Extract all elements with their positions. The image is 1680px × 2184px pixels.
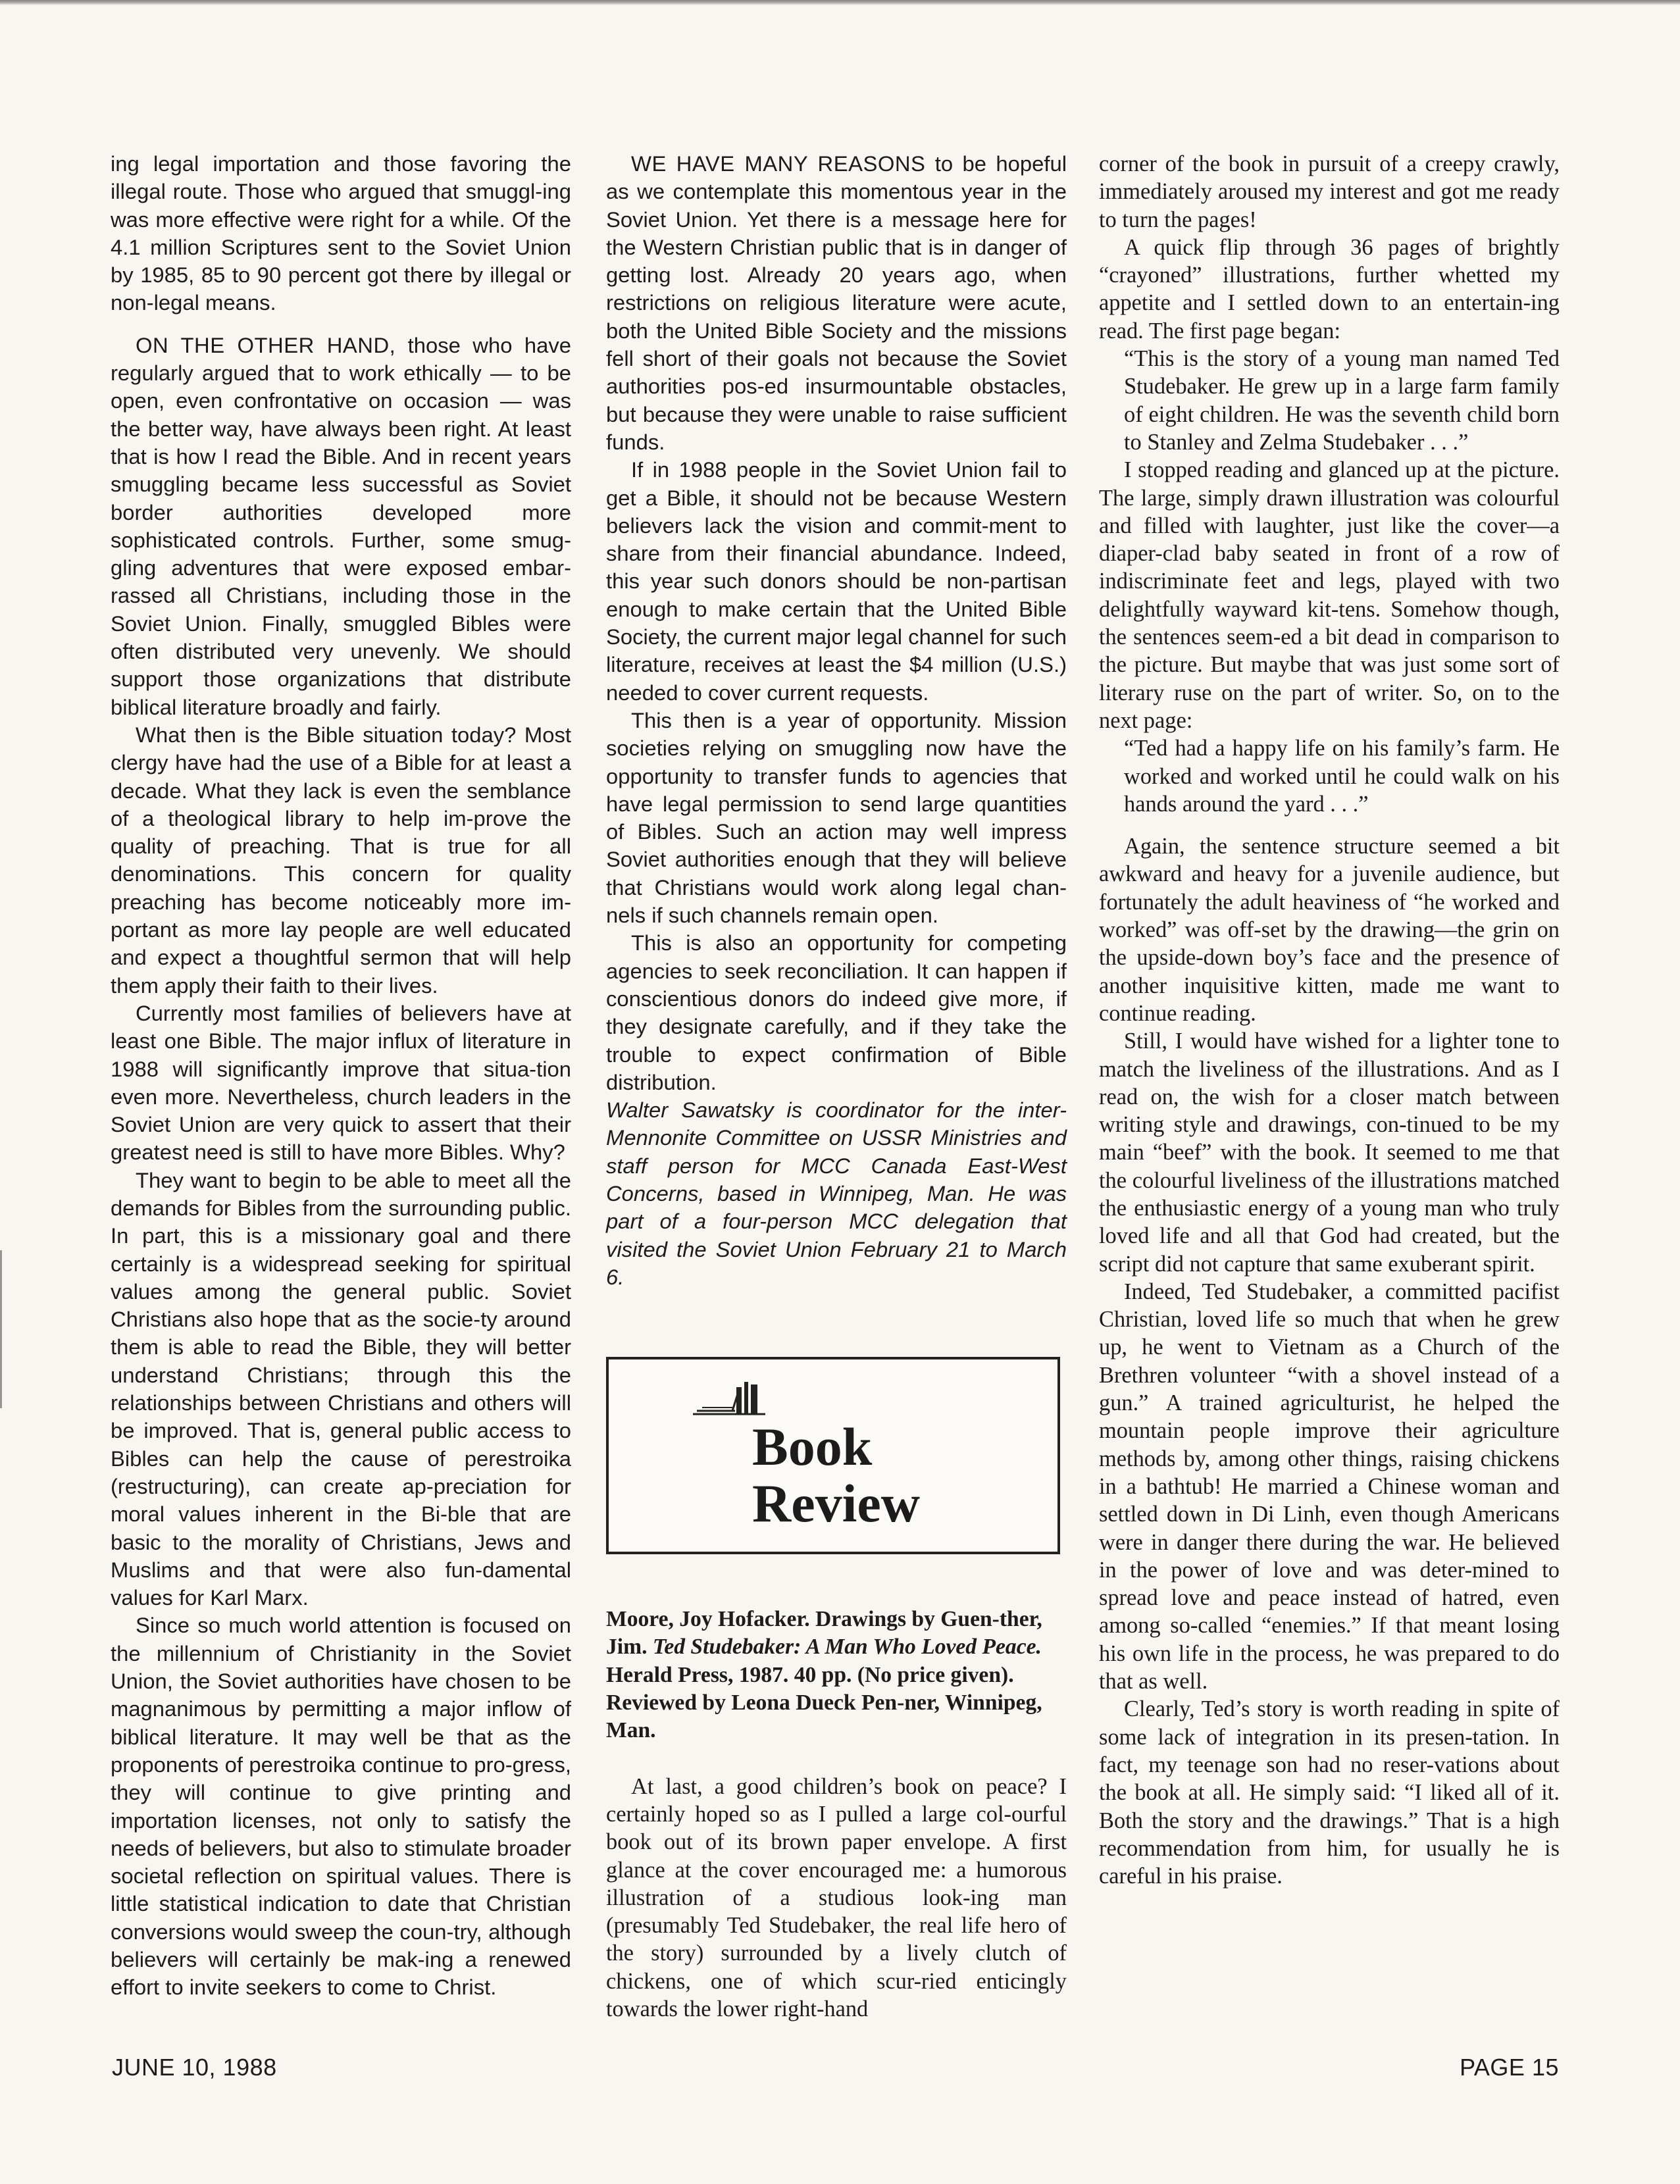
- paragraph: A quick flip through 36 pages of brightly “crayoned” illustrations, further whetted my appetite and I settled down to an entertain-ing read. The first page began:: [1099, 234, 1560, 343]
- paragraph: [606, 150, 1067, 456]
- section-lead-in: ON THE OTHER HAND,: [136, 332, 396, 357]
- margin-mark: [0, 1250, 2, 1408]
- books-icon: [693, 1378, 765, 1419]
- paragraph: This is also an opportunity for competing agencies to seek reconciliation. It can happen if conscientious donors do indeed give more, if they designate carefully, and if they take the trouble to expect confirmation of Bible distribution.: [606, 930, 1067, 1094]
- left-column: [111, 150, 571, 2002]
- paragraph: Since so much world attention is focused on the millennium of Christianity in the Soviet Union, the Soviet authorities have chosen to be magnanimous by permitting a major inflow of biblical literature. It may well be that as the proponents of perestroika continue to pro-gress, they will continue to give printing and importation licenses, not only to satisfy the needs of believers, but also to stimulate broader societal reflection on spiritual values. There is little statistical indication to date that Christian conversions would sweep the coun-try, although believers will certainly be mak-ing a renewed effort to invite seekers to come to Christ.: [111, 1613, 571, 2000]
- paragraph: At last, a good children’s book on peace? I certainly hoped so as I pulled a large col-ourful book out of its brown paper envelope. A first glance at the cover encouraged me: a humorous illustration of a studious look-ing man (presumably Ted Studebaker, the real life hero of the story) surrounded by a lively clutch of chickens, one of which scur-ried enticingly towards the lower right-hand: [606, 1773, 1067, 2022]
- middle-column: [606, 150, 1067, 2023]
- paragraph: ing legal importation and those favoring the illegal route. Those who argued that smuggl-ing was more effective were right for a while. Of the 4.1 million Scriptures sent to the Soviet Union by 1985, 85 to 90 percent got there by illegal or non-legal means.: [111, 151, 571, 315]
- right-column: [1099, 150, 1560, 1890]
- review-citation: [606, 1606, 1067, 1744]
- paragraph-text: to be hopeful as we contemplate this momentous year in the Soviet Union. Yet there is a message here for the Western Christian public that is in danger of getting lost. Already 20 years ago, when restrictions on religious literature were acute, both the United Bible Society and the missions fell short of their goals not because the Soviet authorities pos-ed insurmountable obstacles, but because they were unable to raise sufficient funds.: [606, 151, 1067, 454]
- author-bio: Walter Sawatsky is coordinator for the inter-Mennonite Committee on USSR Ministries and staff person for MCC Canada East-West Concerns, based in Winnipeg, Man. He was part of a four-person MCC delegation that visited the Soviet Union February 21 to March 6.: [606, 1098, 1067, 1289]
- citation-author: Moore, Joy Hofacker. Drawings by Guen-ther, Jim.: [606, 1607, 1042, 1660]
- paragraph: Currently most families of believers have at least one Bible. The major influx of literature in 1988 will significantly improve that situa-tion even more. Nevertheless, church leaders in the Soviet Union are very quick to assert that their greatest need is still to have more Bibles. Why?: [111, 1000, 571, 1165]
- footer-page-number: PAGE 15: [1460, 2054, 1559, 2081]
- paragraph: I stopped reading and glanced up at the picture. The large, simply drawn illustration was colourful and filled with laughter, just like the cover—a diaper-clad baby seated in front of a row of indiscriminate feet and legs, played with two delightfully wayward kit-tens. Somehow though, the sentences seem-ed a bit dead in comparison to the picture. But maybe that was just some sort of literary ruse on the part of writer. So, on to the next page:: [1099, 457, 1560, 733]
- paragraph: Again, the sentence structure seemed a bit awkward and heavy for a juvenile audience, but fortunately the adult heaviness of “he worked and worked” was off-set by the drawing—the grin on the upside-down boy’s face and the presence of another inquisitive kitten, made me want to continue reading.: [1099, 834, 1560, 1026]
- paragraph: Still, I would have wished for a lighter tone to match the liveliness of the illustrations. And as I read on, the wish for a closer match between writing style and drawings, con-tinued to be my main “beef” with the book. It seemed to me that the colourful liveliness of the illustrations matched the enthusiastic energy of a young man who truly loved life and all that God had created, but the script did not capture that same exuberant spirit.: [1099, 1029, 1560, 1277]
- citation-book-title: Ted Studebaker: A Man Who Loved Peace.: [652, 1635, 1042, 1660]
- paragraph: They want to begin to be able to meet all the demands for Bibles from the surrounding public. In part, this is a missionary goal and there certainly is a widespread seeking for spiritual values among the general public. Soviet Christians also hope that as the socie-ty around them is able to read the Bible, they will better understand Christians; through this the relationships between Christians and others will be improved. That is, general public access to Bibles can help the cause of perestroika (restructuring), can create ap-preciation for moral values inherent in the Bi-ble that are basic to the morality of Christians, Jews and Muslims and that were also fun-damental values for Karl Marx.: [111, 1167, 571, 1610]
- page-top-edge: [0, 0, 1680, 5]
- block-quote: “Ted had a happy life on his family’s farm. He worked and worked until he could walk on his hands around the yard . . .”: [1124, 736, 1560, 817]
- block-quote: “This is the story of a young man named Ted Studebaker. He grew up in a large farm family of eight children. He was the seventh child born to Stanley and Zelma Studebaker . . .”: [1124, 346, 1560, 455]
- citation-publisher: Herald Press, 1987. 40 pp. (No price given). Reviewed by Leona Dueck Pen-ner, Winnipeg, Man.: [606, 1662, 1042, 1743]
- paragraph: Indeed, Ted Studebaker, a committed pacifist Christian, loved life so much that when he grew up, he went to Vietnam as a Church of the Brethren volunteer “with a shovel instead of a gun.” A trained agriculturist, he helped the mountain people improve their agriculture methods by, among other things, raising chickens in a bathtub! He married a Chinese woman and settled down in Di Linh, even though Americans were in danger there during the war. He believed in the power of love and was deter-mined to spread love and peace instead of hatred, even among so-called “enemies.” If that meant losing his own life in the process, he was prepared to do that as well.: [1099, 1279, 1560, 1694]
- box-title-book: Book: [752, 1417, 873, 1477]
- footer-date: JUNE 10, 1988: [112, 2054, 277, 2081]
- paragraph: What then is the Bible situation today? Most clergy have had the use of a Bible for at least a decade. What they lack is even the semblance of a theological library to help im-prove the quality of preaching. That is true for all denominations. This concern for quality preaching has become noticeably more im-portant as more lay people are well educated and expect a thoughtful sermon that will help them apply their faith to their lives.: [111, 722, 571, 998]
- paragraph: This then is a year of opportunity. Mission societies relying on smuggling now have the opportunity to transfer funds to agencies that have legal permission to send large quantities of Bibles. Such an action may well impress Soviet authorities enough that they will believe that Christians would work along legal chan-nels if such channels remain open.: [606, 707, 1067, 928]
- paragraph: [111, 332, 571, 721]
- paragraph: corner of the book in pursuit of a creepy crawly, immediately aroused my interest and got me ready to turn the pages!: [1099, 151, 1560, 232]
- section-lead-in: WE HAVE MANY REASONS: [631, 151, 926, 176]
- paragraph: Clearly, Ted’s story is worth reading in spite of some lack of integration in its presen-tation. In fact, my teenage son had no reser-vations about the book at all. He simply said: “I liked all of it. Both the story and the drawings.” That is a high recommendation from him, for usually he is careful in his praise.: [1099, 1696, 1560, 1889]
- paragraph: If in 1988 people in the Soviet Union fail to get a Bible, it should not be because Western believers lack the vision and commit-ment to share from their financial abundance. Indeed, this year such donors should be non-partisan enough to make certain that the United Bible Society, the current major legal channel for such literature, receives at least the $4 million (U.S.) needed to cover current requests.: [606, 457, 1067, 705]
- book-review-heading-box: [606, 1357, 1060, 1554]
- paragraph-text: those who have regularly argued that to work ethically — to be open, even confrontative on occasion — was the better way, have always been right. At least that is how I read the Bible. And in recent years smuggling became less successful as Soviet border authorities developed more sophisticated controls. Further, some smug-gling adventures that were exposed embar-rassed all Christians, including those in the Soviet Union. Finally, smuggled Bibles were often distributed very unevenly. We should support those organizations that distribute biblical literature broadly and fairly.: [111, 332, 571, 719]
- box-title-review: Review: [752, 1473, 921, 1534]
